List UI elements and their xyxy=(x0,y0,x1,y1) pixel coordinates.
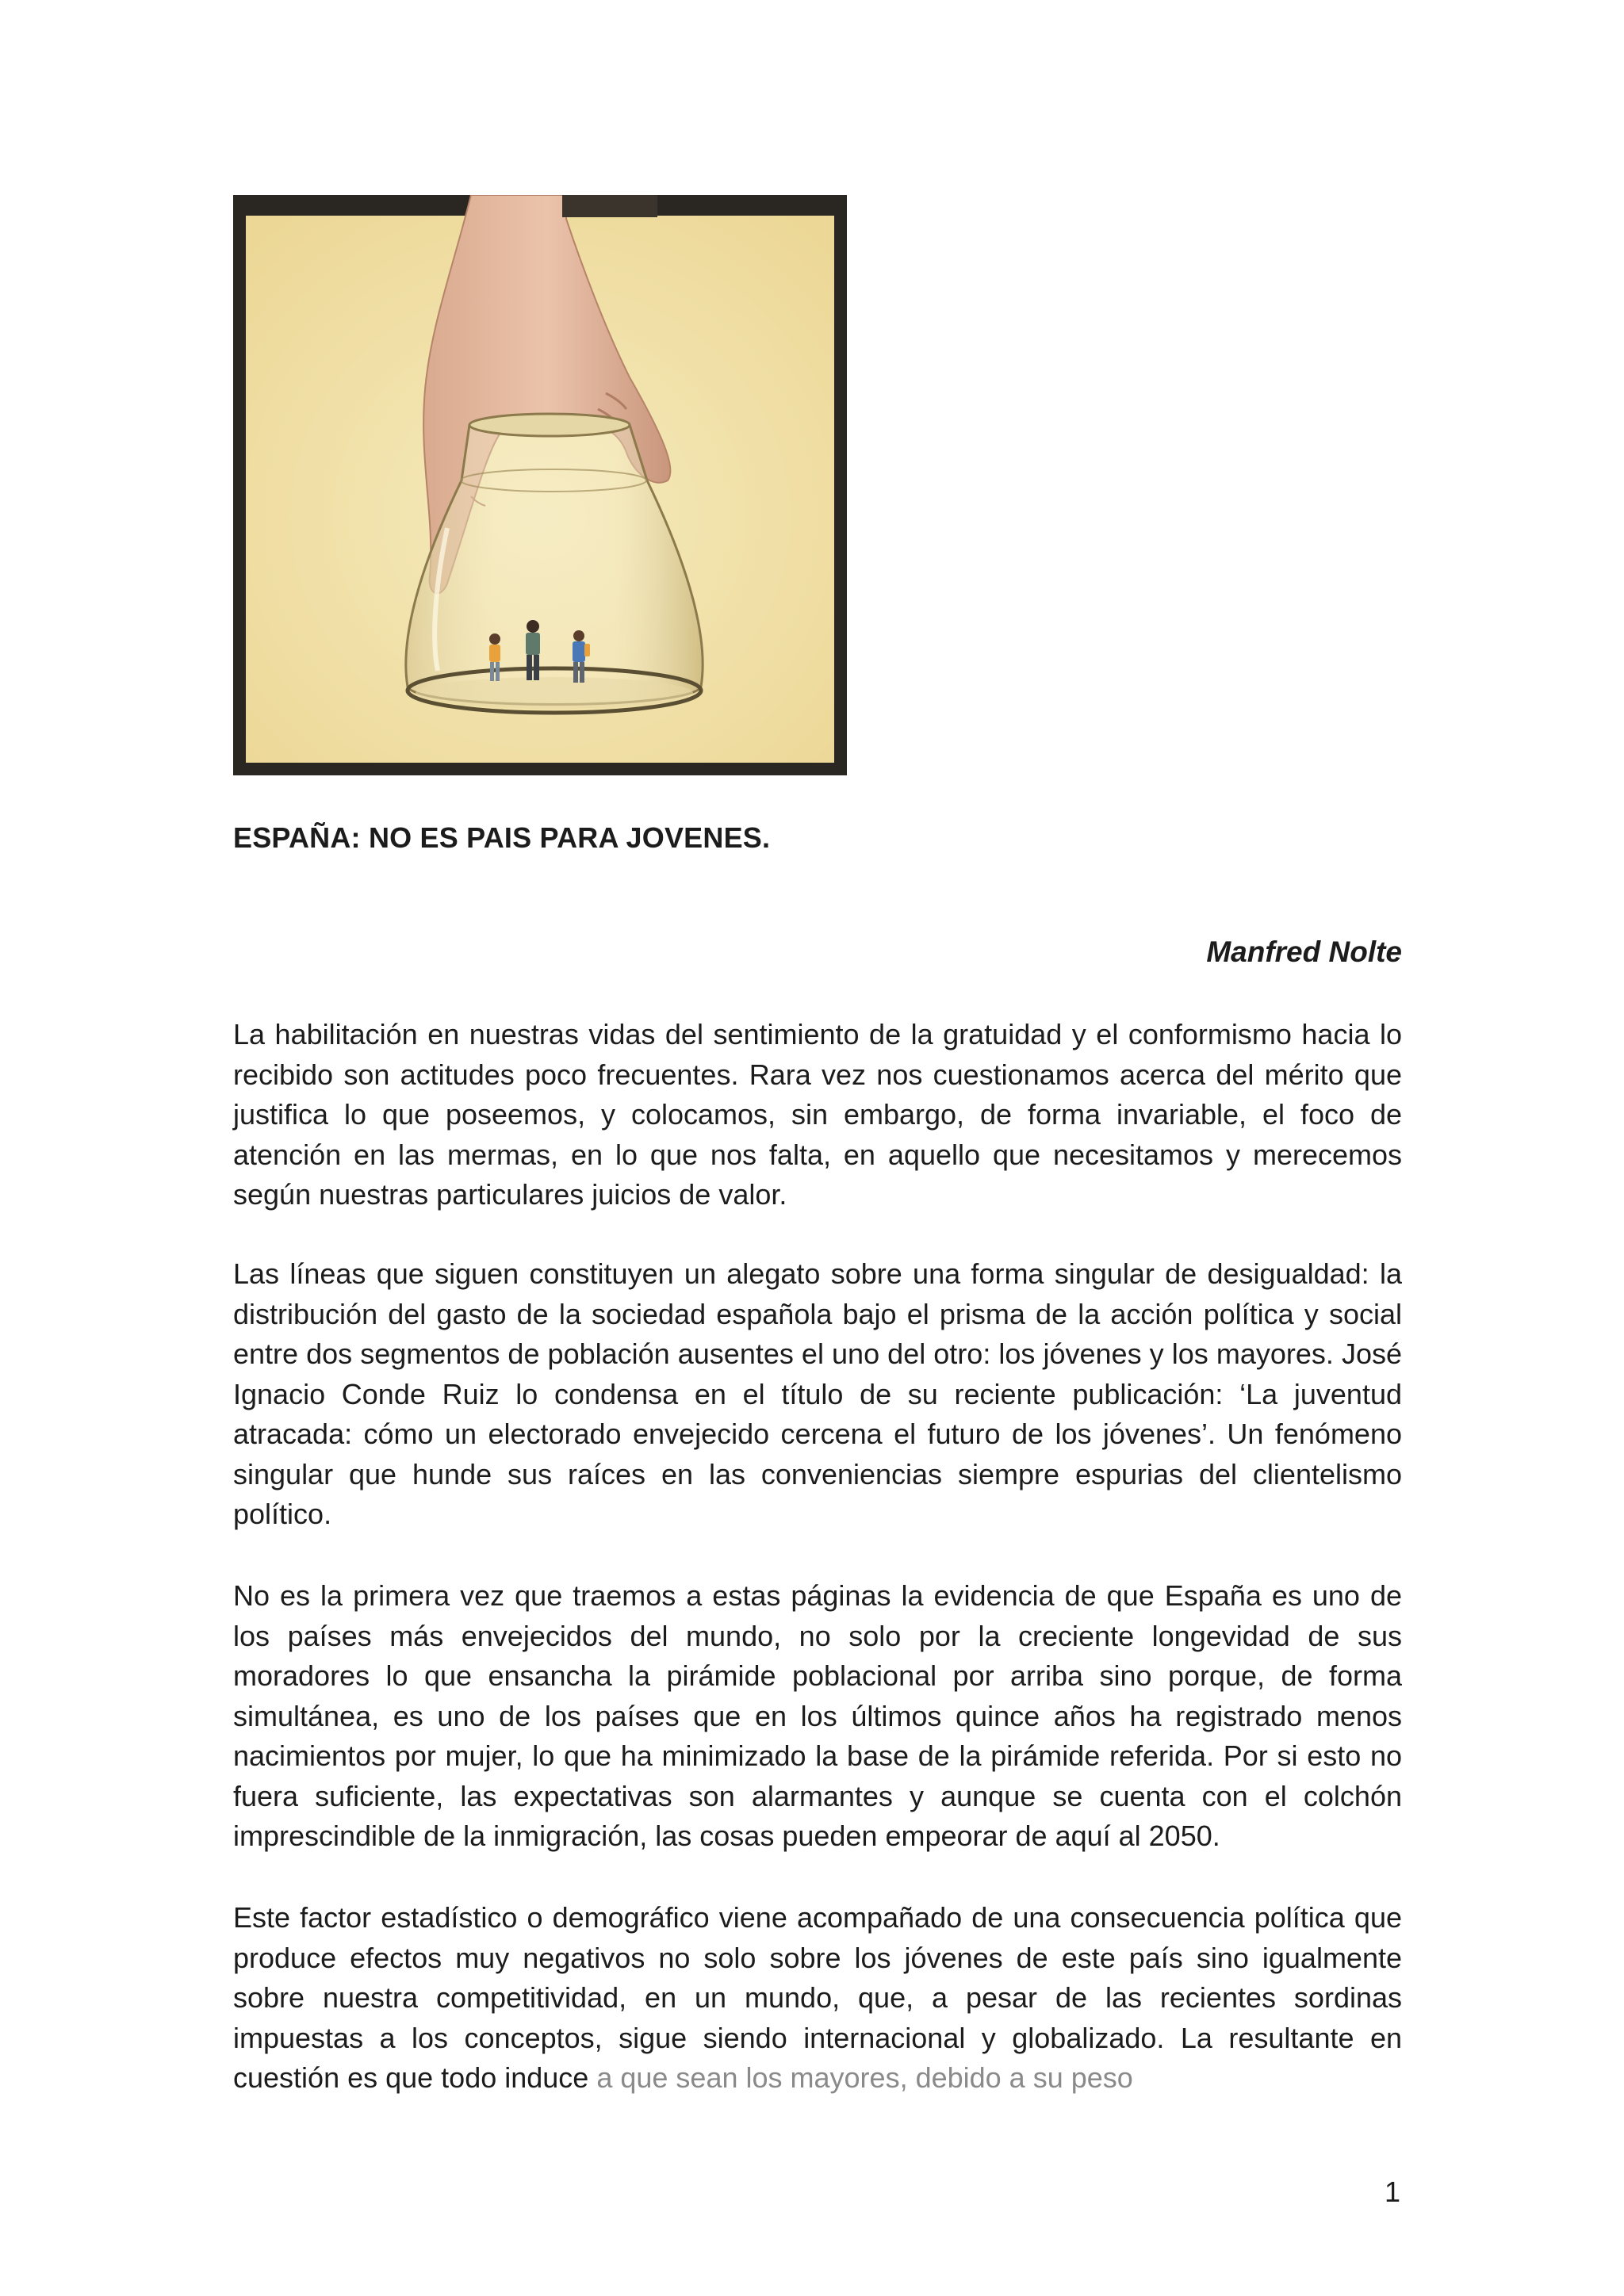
hand-glass-people-image xyxy=(233,195,847,775)
paragraph-4 xyxy=(233,1898,1402,2099)
sleeve xyxy=(562,195,657,217)
article-illustration xyxy=(233,195,847,775)
paragraph-3: No es la primera vez que traemos a estas páginas la evidencia de que España es uno de los países más envejecidos del mundo, no solo por la creciente longevidad de sus moradores lo que ensancha la pirámide poblacional por arriba sino porque, de forma simultánea, es uno de los países que en los últimos quince años ha registrado menos nacimientos por mujer, lo que ha minimizado la base de la pirámide referida. Por si esto no fuera suficiente, las expectativas son alarmantes y aunque se cuenta con el colchón imprescindible de la inmigración, las cosas pueden empeorar de aquí al 2050. xyxy=(233,1579,1402,1852)
page-number: 1 xyxy=(1384,2175,1400,2208)
article-title: ESPAÑA: NO ES PAIS PARA JOVENES. xyxy=(233,821,771,854)
paragraph-2: Las líneas que siguen constituyen un alegato sobre una forma singular de desigualdad: la distribución del gasto de la sociedad española bajo el prisma de la acción política y social entre dos segmentos de población ausentes el uno del otro: los jóvenes y los mayores. José Ignacio Conde Ruiz lo condensa en el título de su reciente publicación: ‘La juventud atracada: cómo un electorado envejecido cercena el futuro de los jóvenes’. Un fenómeno singular que hunde sus raíces en las conveniencias siempre espurias del clientelismo político. xyxy=(233,1257,1402,1530)
author-name: Manfred Nolte xyxy=(1206,936,1402,968)
paragraph-4-main: Este factor estadístico o demográfico viene acompañado de una consecuencia política que produce efectos muy negativos no solo sobre los jóvenes de este país sino igualmente sobre nuestra competitividad, en un mundo, que, a pesar de las recientes sordinas impuestas a los conceptos, sigue siendo internacional y globalizado. La resultante en cuestión es que todo induce xyxy=(233,1901,1402,2094)
paragraph-4-faded: a que sean los mayores, debido a su peso xyxy=(588,2061,1133,2094)
paragraph-1: La habilitación en nuestras vidas del sentimiento de la gratuidad y el conformismo hacia lo recibido son actitudes poco frecuentes. Rara vez nos cuestionamos acerca del mérito que justifica lo que poseemos, y colocamos, sin embargo, de forma invariable, el foco de atención en las mermas, en lo que nos falta, en aquello que necesitamos y merecemos según nuestras particulares juicios de valor. xyxy=(233,1018,1402,1211)
